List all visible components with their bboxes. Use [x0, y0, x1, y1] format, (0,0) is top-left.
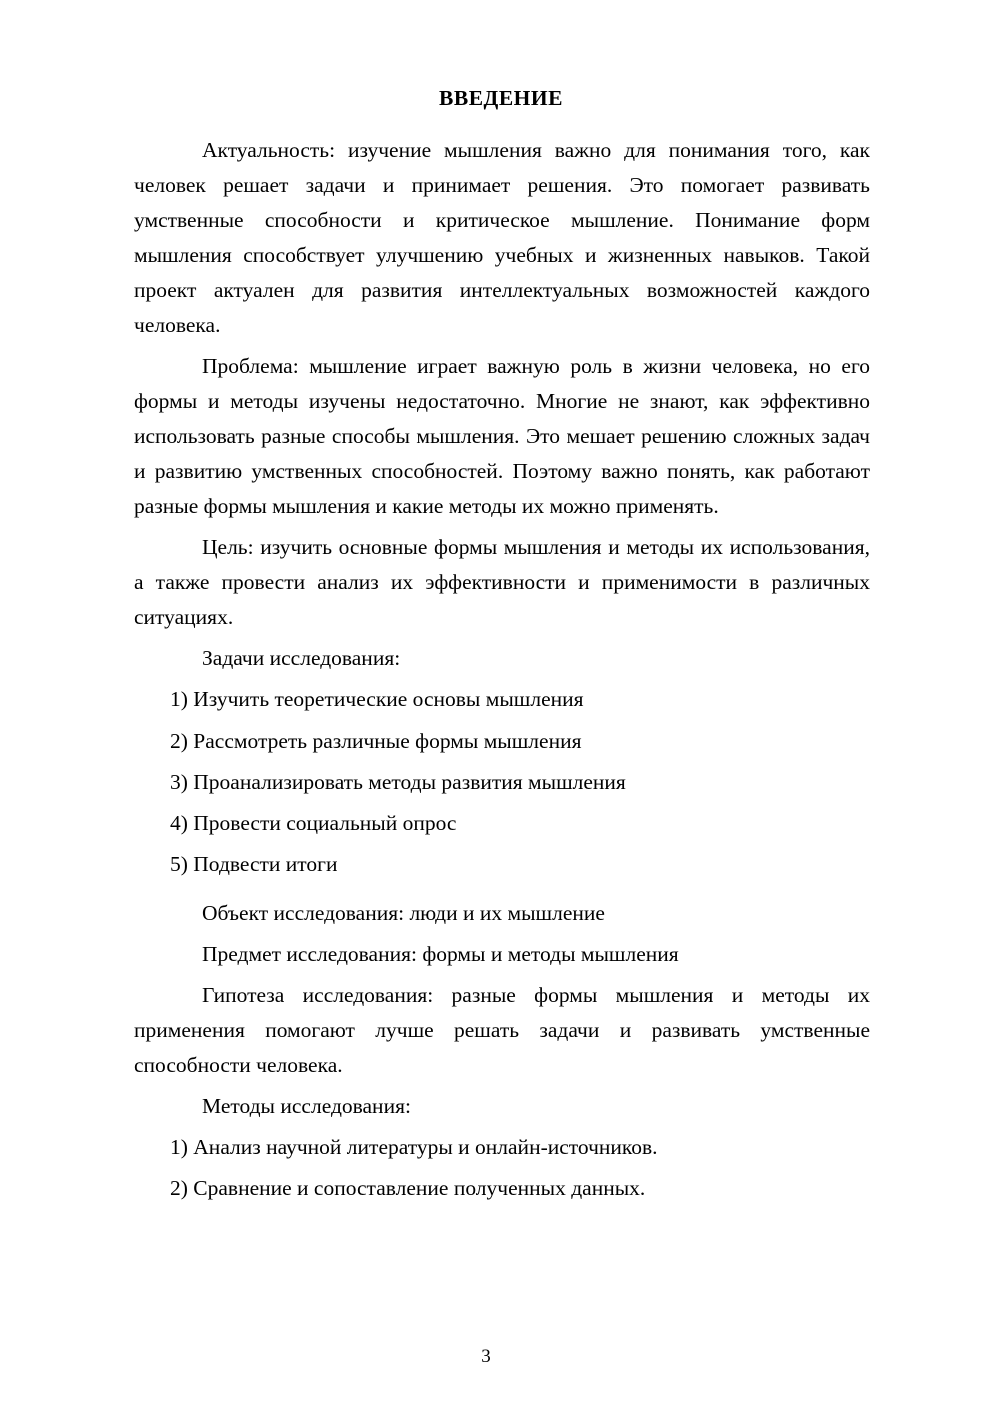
paragraph-problem: Проблема: мышление играет важную роль в жизни человека, но его формы и методы изучены недостаточно. Многие не знают, как эффективно использовать разные способы мышления. Это мешает решению сложных задач и развитию умственных способностей. Поэтому важно понять, как работают разные формы мышления и какие методы их можно применять.: [134, 354, 870, 519]
tasks-heading: Задачи исследования:: [202, 646, 401, 671]
list-item: 4) Провести социальный опрос: [170, 810, 457, 835]
list-item: 1) Анализ научной литературы и онлайн-источников.: [170, 1134, 658, 1159]
list-item: 5) Подвести итоги: [170, 851, 338, 876]
object-line: Объект исследования: люди и их мышление: [202, 900, 605, 925]
paragraph-hypothesis: Гипотеза исследования: разные формы мышления и методы их применения помогают лучше решать задачи и развивать умственные способности человека.: [134, 982, 870, 1077]
paragraph-relevance: Актуальность: изучение мышления важно для понимания того, как человек решает задачи и принимает решения. Это помогает развивать умственные способности и критическое мышление. Понимание форм мышления способствует улучшению учебных и жизненных навыков. Такой проект актуален для развития интеллектуальных возможностей каждого человека.: [134, 138, 870, 338]
subject-line: Предмет исследования: формы и методы мышления: [202, 941, 679, 966]
list-item: 1) Изучить теоретические основы мышления: [170, 687, 584, 712]
methods-heading: Методы исследования:: [202, 1093, 411, 1118]
page-title: ВВЕДЕНИЕ: [439, 86, 563, 110]
list-item: 2) Сравнение и сопоставление полученных данных.: [170, 1175, 646, 1200]
list-item: 3) Проанализировать методы развития мышления: [170, 769, 626, 794]
list-item: 2) Рассмотреть различные формы мышления: [170, 728, 582, 753]
page-number: 3: [481, 1346, 491, 1367]
spacer: [134, 888, 936, 896]
paragraph-goal: Цель: изучить основные формы мышления и методы их использования, а также провести анализ их эффективности и применимости в различных ситуациях.: [134, 535, 870, 630]
